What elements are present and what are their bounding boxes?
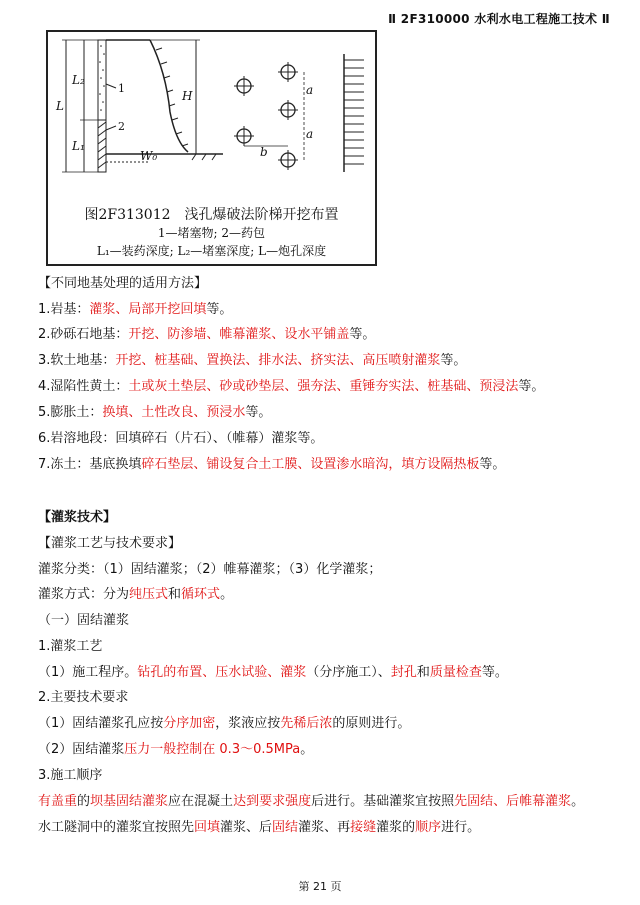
consolidation-grouting-heading: （一）固结灌浆 [38,613,130,628]
sequence-dam: 有盖重的坝基固结灌浆应在混凝土达到要求强度后进行。基础灌浆宜按照先固结、后帷幕灌浆。 [38,794,585,809]
sequence-tunnel: 水工隧洞中的灌浆宜按照先回填灌浆、后固结灌浆、再接缝灌浆的顺序进行。 [38,820,481,835]
construction-procedure: （1）施工程序。钻孔的布置、压水试验、灌浆（分序施工）、封孔和质量检查等。 [38,665,508,680]
blasting-diagram [48,32,375,202]
list-item-expansive-soil: 5.膨胀土：换填、土性改良、预浸水等。 [38,405,272,420]
requirement-2: （2）固结灌浆压力一般控制在 0.3～0.5MPa。 [38,742,314,757]
requirement-1: （1）固结灌浆孔应按分序加密，浆液应按先稀后浓的原则进行。 [38,716,411,731]
figure-legend-2: L₁—装药深度; L₂—堵塞深度; L—炮孔深度 [96,244,327,258]
list-item-frozen-soil: 7.冻土：基底换填碎石垫层、铺设复合土工膜、设置渗水暗沟，填方设隔热板等。 [38,457,506,472]
label-L2: L₂ [72,73,85,87]
grouting-methods: 灌浆方式：分为纯压式和循环式。 [38,587,234,602]
label-a1: a [306,83,314,97]
section-heading-foundation: 【不同地基处理的适用方法】 [38,276,208,291]
page-number: 第 21 页 [298,880,342,893]
label-b: b [260,145,268,159]
label-2: 2 [118,120,125,133]
section-heading-grouting: 【灌浆技术】 [38,510,117,525]
list-item-karst: 6.岩溶地段：回填碎石（片石）、（帷幕）灌浆等。 [38,431,324,446]
label-H: H [182,89,193,103]
construction-sequence-heading: 3.施工顺序 [38,768,103,783]
label-W0: W₀ [140,149,158,163]
list-item-loess: 4.湿陷性黄土：土或灰土垫层、砂或砂垫层、强夯法、重锤夯实法、桩基础、预浸法等。 [38,379,545,394]
label-a2: a [306,127,314,141]
figure-legend-1: 1—堵塞物; 2—药包 [157,226,266,240]
label-1: 1 [118,82,125,95]
grouting-process-heading: 1.灌浆工艺 [38,639,103,654]
blasting-figure [46,30,377,266]
list-item-soft-soil: 3.软土地基：开挖、桩基础、置换法、排水法、挤实法、高压喷射灌浆等。 [38,353,467,368]
figure-caption: 图2F313012 浅孔爆破法阶梯开挖布置 [84,207,339,223]
list-item-rock: 1.岩基：灌浆、局部开挖回填等。 [38,302,233,317]
grouting-types: 灌浆分类：（1）固结灌浆；（2）帷幕灌浆；（3）化学灌浆； [38,562,382,577]
label-L: L [56,99,64,113]
list-item-gravel: 2.砂砾石地基：开挖、防渗墙、帷幕灌浆、设水平铺盖等。 [38,327,376,342]
technical-requirements-heading: 2.主要技术要求 [38,690,129,705]
subsection-heading: 【灌浆工艺与技术要求】 [38,536,182,551]
label-L1: L₁ [72,139,85,153]
page-header: Ⅱ 2F310000 水利水电工程施工技术 Ⅱ [388,12,610,26]
